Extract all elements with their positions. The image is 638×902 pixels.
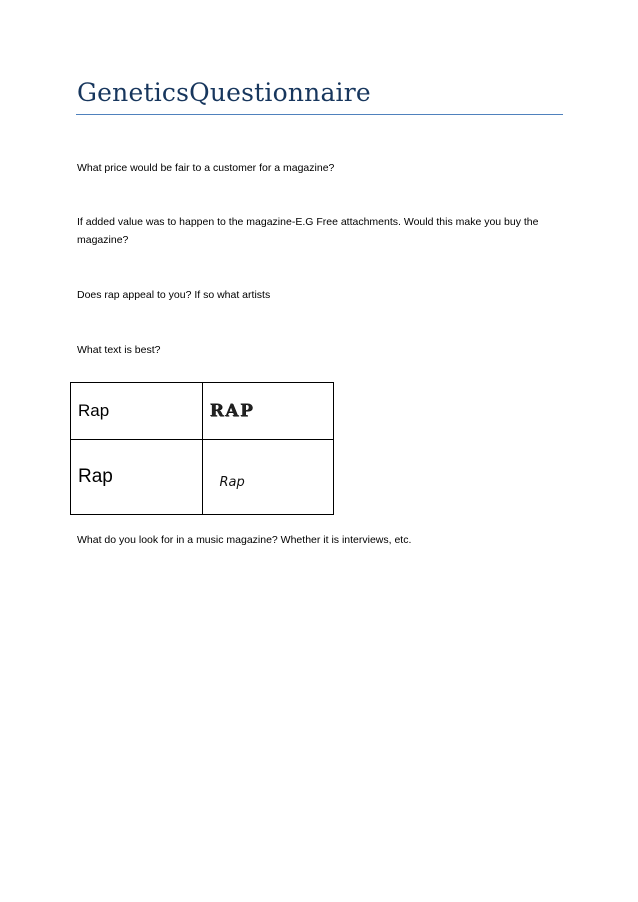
- option-text-handwritten: Rap: [219, 475, 245, 491]
- table-row: [71, 383, 334, 440]
- option-cell-decorative: [202, 383, 334, 440]
- question-best-text: What text is best?: [77, 344, 161, 356]
- option-text-plain-large: Rap: [78, 465, 113, 487]
- font-options-table: [70, 382, 334, 515]
- question-price: What price would be fair to a customer for a magazine?: [77, 162, 335, 174]
- question-look-for: What do you look for in a music magazine? Whether it is interviews, etc.: [77, 534, 412, 546]
- option-cell-handwritten: [202, 439, 334, 514]
- table-row: [71, 439, 334, 514]
- title-underline: [76, 114, 563, 115]
- question-added-value: If added value was to happen to the magazine-E.G Free attachments. Would this make you buy the magazine?: [77, 216, 539, 246]
- option-cell-plain-large: [71, 439, 203, 514]
- option-text-plain: Rap: [78, 400, 110, 420]
- question-rap-appeal: Does rap appeal to you? If so what artists: [77, 289, 271, 301]
- option-text-decorative: RAP: [209, 400, 255, 421]
- page-title: GeneticsQuestionnaire: [77, 78, 371, 107]
- option-cell-plain: [71, 383, 203, 440]
